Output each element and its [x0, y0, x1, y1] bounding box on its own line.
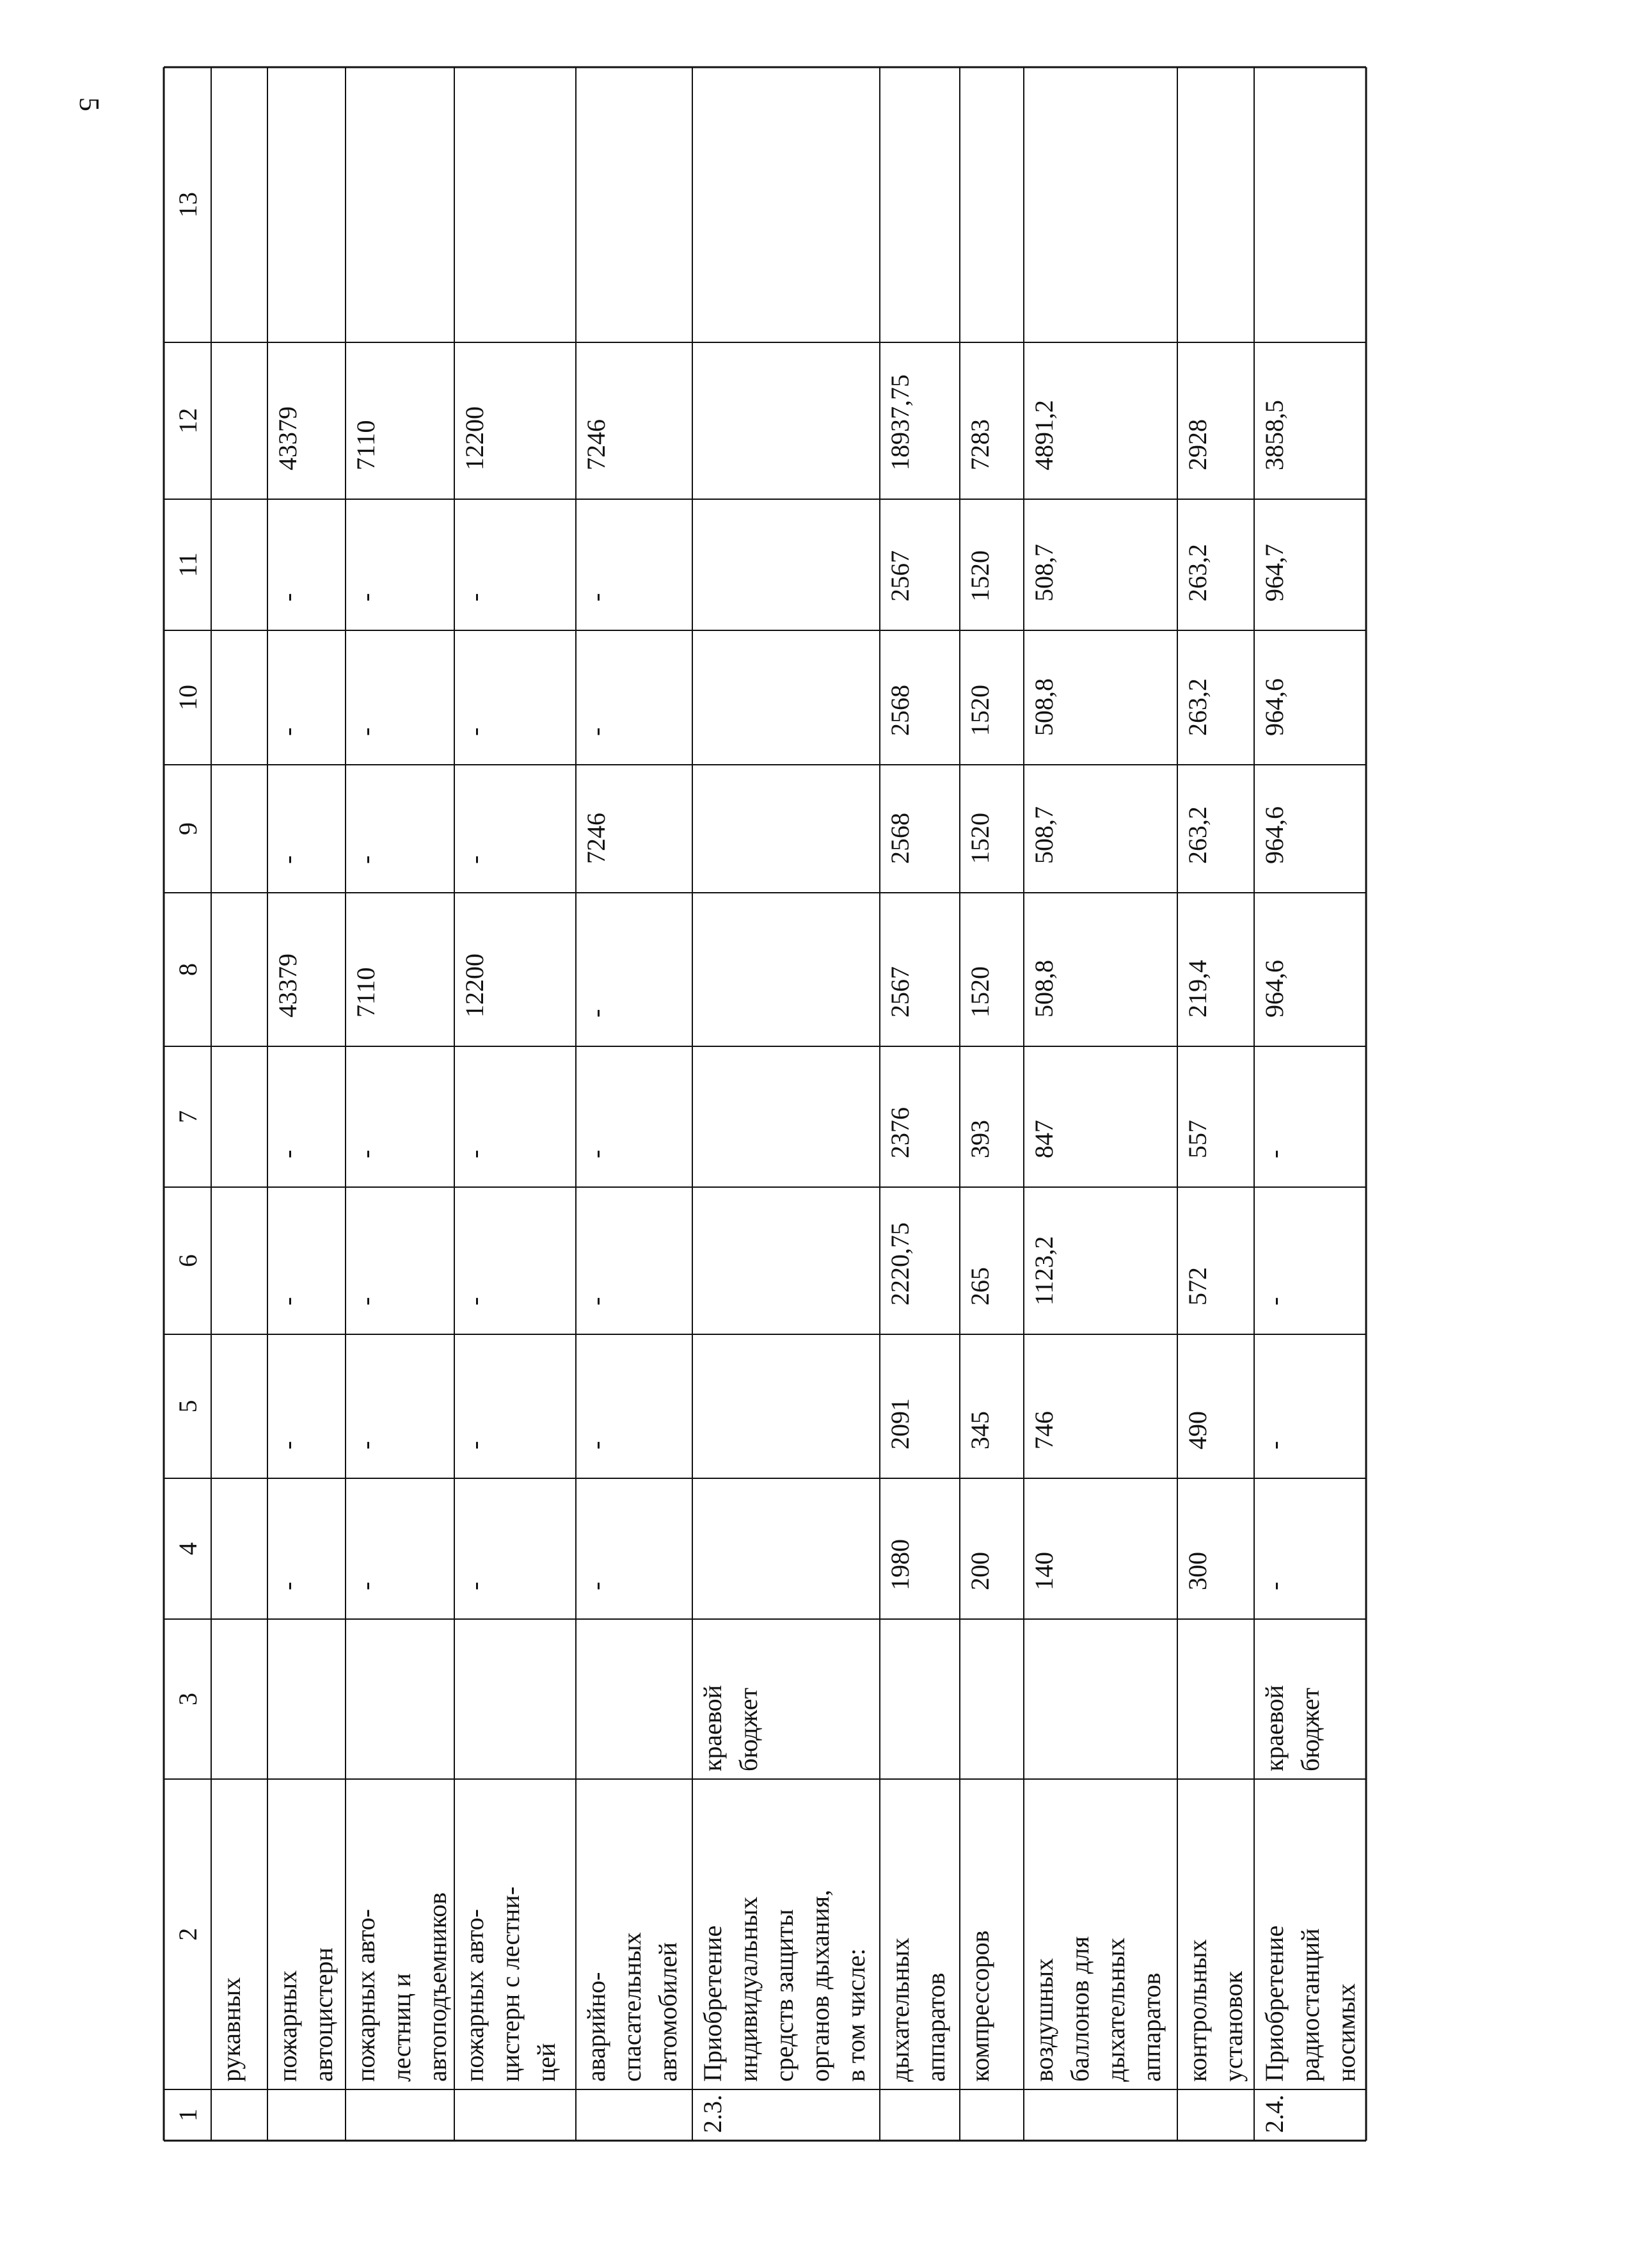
cell-value: - — [273, 593, 302, 602]
cell-value: 508,8 — [1030, 960, 1058, 1018]
column-header: 4 — [173, 1542, 202, 1555]
column-header: 2 — [173, 1928, 202, 1941]
cell-value: 7283 — [966, 419, 994, 470]
row-name: пожарных авто- цистерн с лестни- цей — [460, 1886, 561, 2082]
cell-value: 263,2 — [1183, 678, 1212, 736]
cell-value: - — [460, 593, 489, 602]
row-name: Приобретение индивидуальных средств защиты органов дыхания, в том числе: — [698, 1889, 870, 2082]
row-number: 2.3. — [698, 2095, 727, 2133]
cell-value: 7246 — [582, 419, 610, 470]
cell-value: - — [460, 1149, 489, 1158]
column-header: 11 — [173, 552, 202, 577]
cell-value: 43379 — [273, 954, 302, 1018]
cell-value: - — [273, 1297, 302, 1306]
cell-value: 1520 — [966, 966, 994, 1018]
cell-value: 12200 — [460, 406, 489, 470]
cell-value: 2928 — [1183, 419, 1212, 470]
cell-value: - — [273, 727, 302, 736]
cell-value: 2568 — [886, 813, 914, 864]
cell-value: 7110 — [351, 967, 380, 1018]
cell-value: - — [1260, 1297, 1289, 1306]
cell-value: - — [351, 1441, 380, 1449]
column-header: 8 — [173, 963, 202, 976]
cell-value: - — [351, 855, 380, 864]
column-header: 10 — [173, 685, 202, 710]
cell-value: 140 — [1030, 1552, 1058, 1590]
cell-value: 263,2 — [1183, 544, 1212, 602]
cell-value: 964,7 — [1260, 544, 1289, 602]
cell-value: - — [582, 1009, 610, 1018]
cell-value: 219,4 — [1183, 960, 1212, 1018]
cell-value: - — [582, 1297, 610, 1306]
cell-value: - — [273, 1149, 302, 1158]
cell-value: 1123,2 — [1030, 1236, 1058, 1306]
cell-value: 508,7 — [1030, 544, 1058, 602]
cell-value: 43379 — [273, 406, 302, 470]
column-header: 9 — [173, 822, 202, 835]
row-source: краевой бюджет — [1260, 1685, 1325, 1771]
cell-value: 345 — [966, 1411, 994, 1449]
column-header: 3 — [173, 1693, 202, 1705]
cell-value: 508,8 — [1030, 678, 1058, 736]
cell-value: - — [351, 1297, 380, 1306]
cell-value: 557 — [1183, 1120, 1212, 1158]
cell-value: 3858,5 — [1260, 400, 1289, 470]
cell-value: - — [582, 593, 610, 602]
cell-value: 572 — [1183, 1267, 1212, 1306]
cell-value: 300 — [1183, 1552, 1212, 1590]
cell-value: 1520 — [966, 813, 994, 864]
cell-value: 393 — [966, 1120, 994, 1158]
table-grid — [164, 67, 1366, 2141]
cell-value: - — [582, 1581, 610, 1590]
cell-value: 847 — [1030, 1120, 1058, 1158]
cell-value: 2376 — [886, 1107, 914, 1158]
cell-value: 7110 — [351, 420, 380, 470]
cell-value: 7246 — [582, 813, 610, 864]
cell-value: - — [351, 1581, 380, 1590]
cell-value: 12200 — [460, 954, 489, 1018]
cell-value: - — [1260, 1441, 1289, 1449]
row-name: воздушных баллонов для дыхательных аппаратов — [1030, 1936, 1166, 2082]
cell-value: 490 — [1183, 1411, 1212, 1449]
cell-value: 964,6 — [1260, 960, 1289, 1018]
cell-value: 2567 — [886, 550, 914, 602]
row-name: пожарных авто- лестниц и автоподъемников — [351, 1892, 452, 2082]
row-name: компрессоров — [966, 1930, 994, 2082]
cell-value: 1980 — [886, 1539, 914, 1590]
cell-value: 1520 — [966, 685, 994, 736]
column-header: 1 — [173, 2109, 202, 2121]
column-header: 7 — [173, 1110, 202, 1123]
row-number: 2.4. — [1260, 2095, 1289, 2133]
cell-value: - — [1260, 1149, 1289, 1158]
row-source: краевой бюджет — [698, 1685, 763, 1771]
cell-value: 18937,75 — [886, 374, 914, 470]
column-header: 13 — [173, 192, 202, 218]
cell-value: 1520 — [966, 550, 994, 602]
cell-value: - — [351, 593, 380, 602]
cell-value: 2091 — [886, 1398, 914, 1449]
row-name: аварийно- спасательных автомобилей — [582, 1932, 682, 2082]
cell-value: 746 — [1030, 1411, 1058, 1449]
cell-value: - — [460, 727, 489, 736]
cell-value: - — [1260, 1581, 1289, 1590]
cell-value: 4891,2 — [1030, 400, 1058, 470]
cell-value: 2568 — [886, 685, 914, 736]
column-header: 12 — [173, 408, 202, 434]
row-name: рукавных — [217, 1977, 246, 2082]
cell-value: - — [351, 727, 380, 736]
cell-value: - — [460, 1581, 489, 1590]
page-number: 5 — [74, 97, 106, 111]
cell-value: - — [273, 1581, 302, 1590]
cell-value: - — [582, 1149, 610, 1158]
cell-value: 2567 — [886, 966, 914, 1018]
row-name: контрольных установок — [1183, 1939, 1248, 2082]
row-name: пожарных автоцистерн — [273, 1947, 338, 2082]
cell-value: - — [273, 855, 302, 864]
cell-value: 964,6 — [1260, 806, 1289, 864]
column-header: 5 — [173, 1400, 202, 1413]
column-header: 6 — [173, 1254, 202, 1267]
cell-value: - — [582, 1441, 610, 1449]
row-name: дыхательных аппаратов — [886, 1937, 950, 2082]
cell-value: 263,2 — [1183, 806, 1212, 864]
cell-value: 2220,75 — [886, 1222, 914, 1306]
cell-value: - — [273, 1441, 302, 1449]
cell-value: - — [460, 855, 489, 864]
cell-value: - — [582, 727, 610, 736]
cell-value: 508,7 — [1030, 806, 1058, 864]
row-name: Приобретение радиостанций носимых — [1260, 1925, 1360, 2082]
cell-value: 200 — [966, 1552, 994, 1590]
cell-value: - — [460, 1441, 489, 1449]
cell-value: - — [351, 1149, 380, 1158]
cell-value: 964,6 — [1260, 678, 1289, 736]
cell-value: - — [460, 1297, 489, 1306]
cell-value: 265 — [966, 1267, 994, 1306]
table-content — [173, 192, 1360, 2133]
